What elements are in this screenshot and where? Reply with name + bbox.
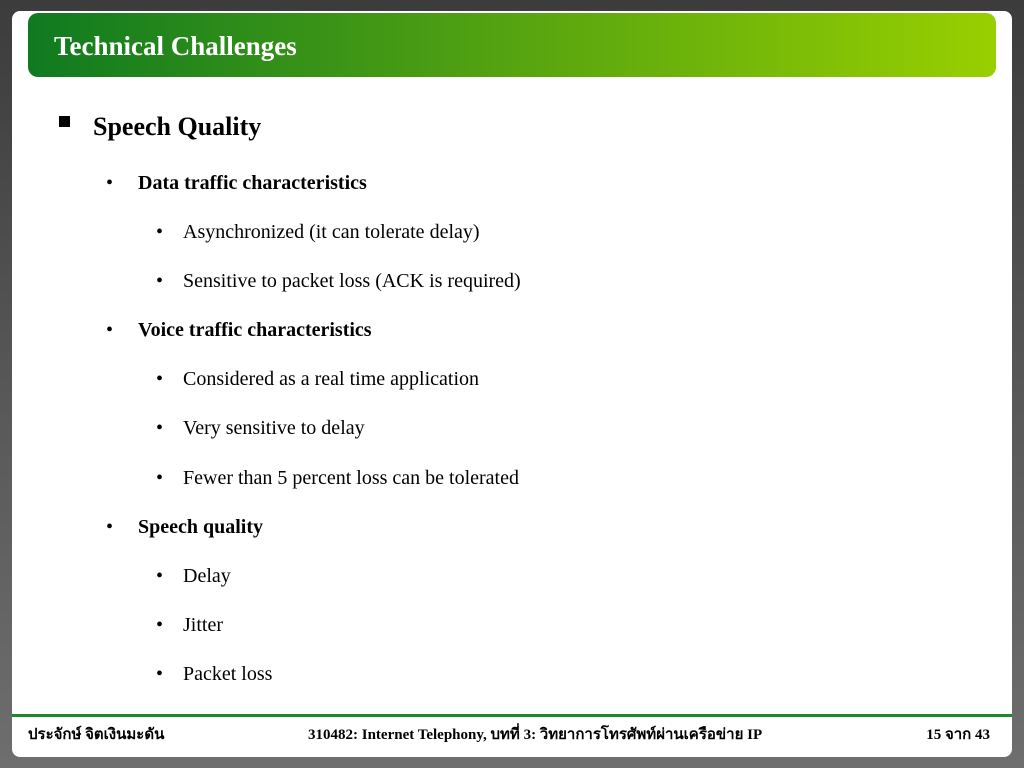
slide xyxy=(12,11,1012,757)
heading-speech-quality: Speech Quality xyxy=(93,112,262,141)
square-bullet-icon xyxy=(59,116,70,127)
footer-author: ประจักษ์ จิตเงินมะดัน xyxy=(28,727,165,743)
bullet-dot: • xyxy=(156,368,164,390)
list-item-text: Very sensitive to delay xyxy=(183,417,365,439)
bullet-dot: • xyxy=(156,221,164,243)
bullet-dot: • xyxy=(156,614,164,636)
bullet-dot: • xyxy=(106,516,114,538)
list-item-text: Delay xyxy=(183,565,231,587)
bullet-dot: • xyxy=(106,172,114,194)
list-item-text: Packet loss xyxy=(183,663,273,685)
section-label: Speech quality xyxy=(138,516,264,538)
list-item-text: Jitter xyxy=(183,614,223,636)
list-item-text: Fewer than 5 percent loss can be tolerated xyxy=(183,467,519,489)
footer-page-number: 15 จาก 43 xyxy=(926,727,990,743)
footer-course: 310482: Internet Telephony, บทที่ 3: วิทยาการโทรศัพท์ผ่านเครือข่าย IP xyxy=(308,727,763,743)
section-label: Voice traffic characteristics xyxy=(138,319,372,341)
bullet-dot: • xyxy=(156,270,164,292)
footer-divider xyxy=(12,714,1012,717)
bullet-dot: • xyxy=(156,565,164,587)
section-label: Data traffic characteristics xyxy=(138,172,367,194)
list-item-text: Considered as a real time application xyxy=(183,368,480,390)
bullet-dot: • xyxy=(156,663,164,685)
title-bar xyxy=(28,13,996,77)
bullet-dot: • xyxy=(156,417,164,439)
bullet-dot: • xyxy=(156,467,164,489)
list-item-text: Asynchronized (it can tolerate delay) xyxy=(183,221,480,243)
list-item-text: Sensitive to packet loss (ACK is required) xyxy=(183,270,521,292)
slide-title: Technical Challenges xyxy=(54,31,297,61)
bullet-dot: • xyxy=(106,319,114,341)
